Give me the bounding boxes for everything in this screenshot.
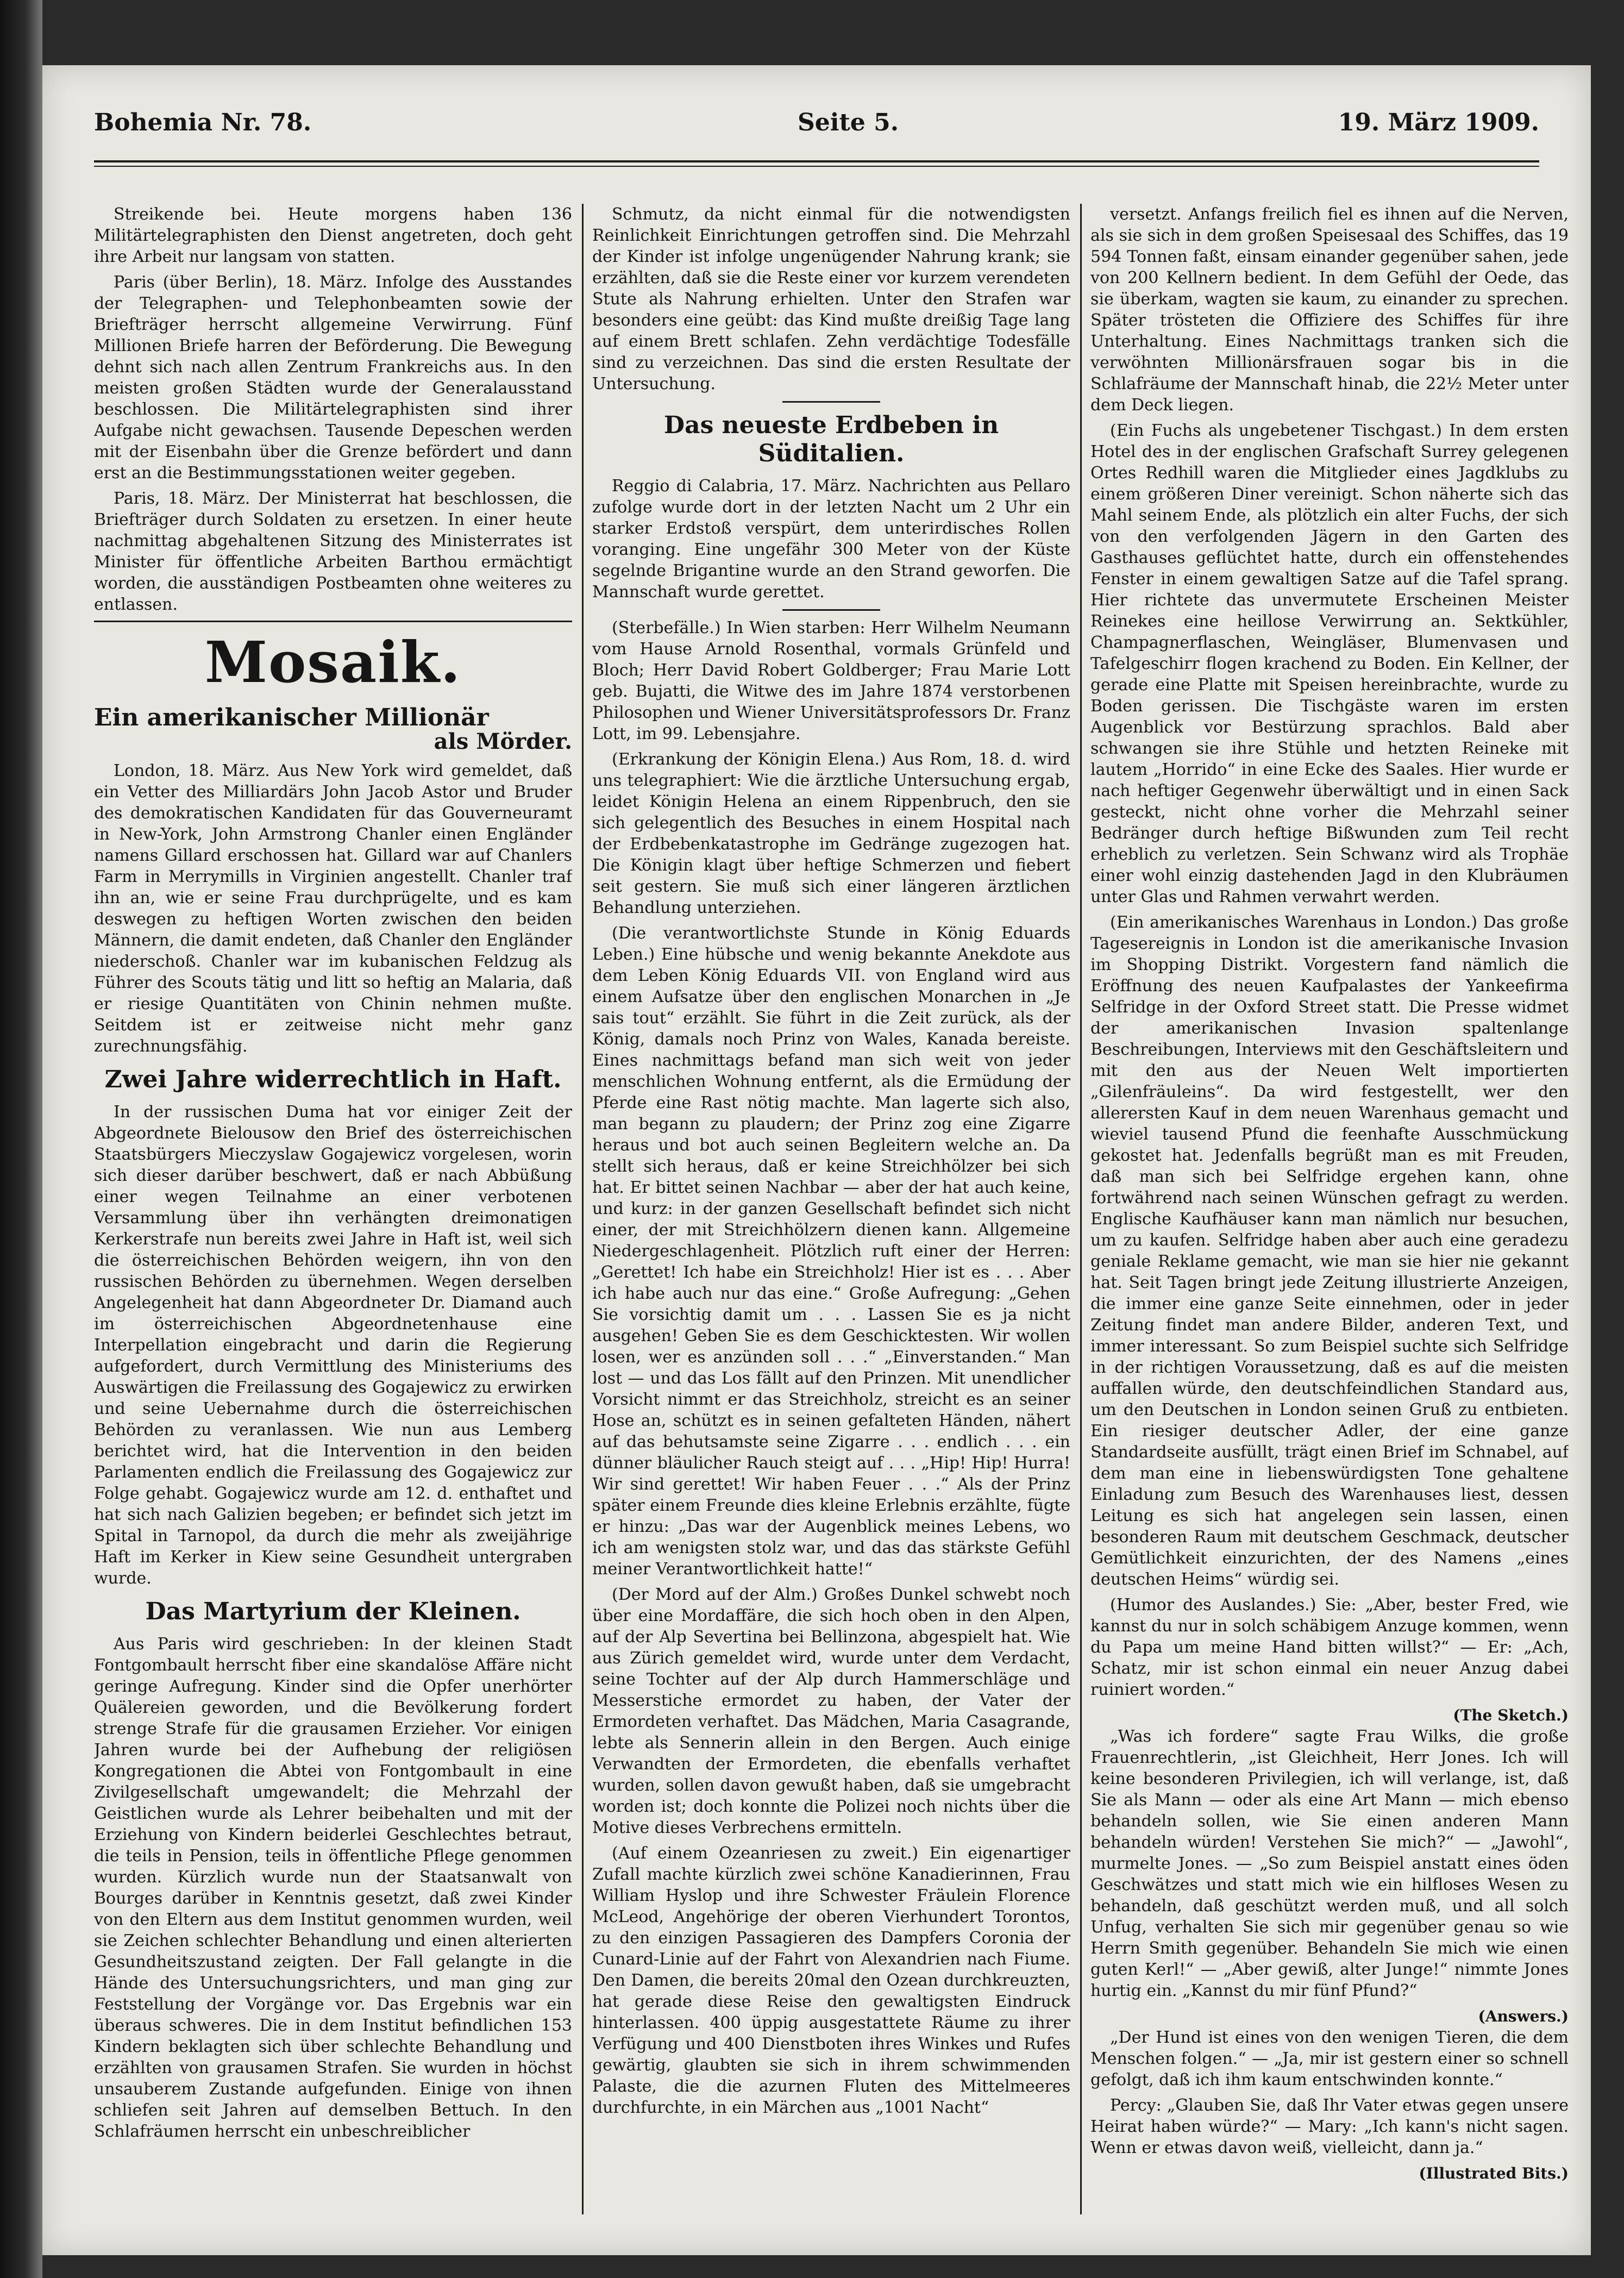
headline-millionaer-sub: als Mörder. bbox=[434, 729, 572, 754]
article-paragraph: „Was ich fordere“ sagte Frau Wilks, die große Frauenrechtlerin, „ist Gleichheit, Herr Jones. Ich will keine besonderen Privilegien, ich will verlange, ist, daß Sie als Mann — oder als eine Art Mann — mich ebenso behandeln sollen, wie Sie einen anderen Mann behandeln würden! Verstehen Sie mich?“ — „Jawohl“, murmelte Jones. — „So zum Beispiel anstatt eines öden Geschwätzes und statt mich wie ein hilfloses Wesen zu behandeln, daß geschützt werden muß, und all solch Unfug, verhalten Sie sich mir gegenüber genau so wie Herrn Smith gegenüber. Behandeln Sie mich wie einen guten Kerl!“ — „Aber gewiß, alter Junge!“ nimmte Jones hurtig ein. „Kannst du mir fünf Pfund?“ bbox=[1090, 1727, 1569, 2000]
article-paragraph: (Der Mord auf der Alm.) Großes Dunkel schwebt noch über eine Mordaffäre, die sich hoch oben in den Alpen, auf der Alp Severtina bei Bellinzona, abgespielt hat. Wie aus Zürich gemeldet wird, wurde unter dem Verdacht, seine Tochter auf der Alp durch Hammerschläge und Messerstiche ermordet zu haben, der Vater der Ermordeten verhaftet. Das Mädchen, Maria Casagrande, lebte als Sennerin allein in den Bergen. Auch einige Verwandten der Ermordeten, die ebenfalls verhaftet wurden, sollen davon gewußt haben, daß sie umgebracht worden ist; doch konnte die Polizei noch nichts über die Motive dieses Verbrechens ermitteln. bbox=[592, 1585, 1070, 1837]
header-rule-thin bbox=[94, 166, 1539, 167]
article-paragraph: In der russischen Duma hat vor einiger Zeit der Abgeordnete Bielousow den Brief des österreichischen Staatsbürgers Mieczyslaw Gogajewicz vorgelesen, worin sich dieser darüber beschwert, daß er nach Abbüßung einer wegen Teilnahme an einer verbotenen Versammlung über ihn verhängten dreimonatigen Kerkerstrafe nun bereits zwei Jahre in Haft ist, weil sich die österreichischen Behörden weigern, ihn von den russischen Behörden zu übernehmen. Wegen derselben Angelegenheit hat dann Abgeordneter Dr. Diamand auch im österreichischen Abgeordnetenhause eine Interpellation eingebracht und darin die Regierung aufgefordert, durch Vermittlung des Ministeriums des Auswärtigen die Freilassung des Gogajewicz zu erwirken und seine Uebernahme durch die österreichischen Behörden zu veranlassen. Wie nun aus Lemberg berichtet wird, hat die Intervention in den beiden Parlamenten endlich die Freilassung des Gogajewicz zur Folge gehabt. Gogajewicz wurde am 12. d. enthaftet und hat sich nach Galizien begeben; er befindet sich jetzt im Spital in Tarnopol, da durch die mehr als zweijährige Haft im Kerker in Kiew seine Gesundheit untergraben wurde. bbox=[94, 1103, 572, 1588]
section-title-mosaik: Mosaik. bbox=[204, 629, 462, 696]
headline-martyrium: Das Martyrium der Kleinen. bbox=[145, 1598, 521, 1625]
article-paragraph: (Ein Fuchs als ungebetener Tischgast.) In dem ersten Hotel des in der englischen Grafschaft Surrey gelegenen Ortes Redhill waren die Mitglieder eines Jagdklubs zu einem größeren Diner vereinigt. Schon näherte sich das Mahl seinem Ende, als plötzlich ein alter Fuchs, der sich von den verfolgenden Jägern in den Garten des Gasthauses geflüchtet hatte, durch ein offenstehendes Fenster in einem gewaltigen Satze auf die Tafel sprang. Hier richtete das unvermutete Erscheinen Meister Reinekes eine heillose Verwirrung an. Sektkühler, Champagnerflaschen, Weingläser, Blumenvasen und Tafelgeschirr flogen krachend zu Boden. Ein Kellner, der gerade eine Platte mit Speisen hereinbrachte, wurde zu Boden gerissen. Die Tischgäste waren im ersten Augenblick vor Bestürzung sprachlos. Bald aber schwangen sie ihre Stühle und hetzten Reineke mit lautem „Horrido“ in eine Ecke des Saales. Hier wurde er nach heftiger Gegenwehr überwältigt und in einen Sack gesteckt, nicht ohne vorher die Mehrzahl seiner Bedränger durch heftige Bißwunden zum Teil recht erheblich zu verletzen. Sein Schwanz wird als Trophäe einer wohl einzig dastehenden Jagd in den Klubräumen unter Glas und Rahmen verwahrt werden. bbox=[1090, 421, 1569, 906]
scan-left-edge bbox=[0, 0, 42, 2278]
article-paragraph: (Ein amerikanisches Warenhaus in London.) Das große Tagesereignis in London ist die amerikanische Invasion im Shopping Distrikt. Vorgestern fand nämlich die Eröffnung des neuen Kaufpalastes der Yankeefirma Selfridge in der Oxford Street statt. Die Presse widmet der amerikanischen Invasion spaltenlange Beschreibungen, Interviews mit den Geschäftsleitern und mit den aus der Neuen Welt importierten „Gilenfräuleins“. Da wird festgestellt, wer den allerersten Kauf in dem neuen Warenhaus gemacht und wieviel tausend Pfund die feenhafte Ausschmückung gekostet hat. Jedenfalls begrüßt man es mit Freuden, daß man sich bei Selfridge ergehen kann, ohne fortwährend nach seinen Wünschen gefragt zu werden. Englische Kaufhäuser kann man nämlich nur besuchen, um zu kaufen. Selfridge haben aber auch eine geradezu geniale Reklame gemacht, wie man sie hier nie gekannt hat. Seit Tagen bringt jede Zeitung illustrierte Anzeigen, die immer eine ganze Seite einnehmen, oder in jeder Zeitung findet man andere Bilder, anderen Text, und immer interessant. So zum Beispiel suchte sich Selfridge in der richtigen Voraussetzung, daß es auf die meisten auffallen würde, den deutschfeindlichen Standard aus, um den Deutschen in London seinen Gruß zu entbieten. Ein riesiger deutscher Adler, der eine ganze Standardseite ausfüllt, trägt einen Brief im Schnabel, auf dem man eine in liebenswürdigsten Tone gehaltene Einladung zum Besuch des Warenhauses liest, dessen Leitung es sich hat angelegen sein lassen, einen besonderen Raum mit deutschem Geschmack, deutscher Gemütlichkeit einzurichten, der des Namens „eines deutschen Heims“ würdig sei. bbox=[1090, 913, 1569, 1589]
article-paragraph: Aus Paris wird geschrieben: In der kleinen Stadt Fontgombault herrscht fiber eine skandalöse Affäre nicht geringe Aufregung. Kinder sind die Opfer unerhörter Quälereien geworden, und die Bevölkerung fordert strenge Strafe für die grausamen Erzieher. Vor einigen Jahren wurde bei der Aufhebung der religiösen Kongregationen die Abtei von Fontgombault in eine Zivilgesellschaft umgewandelt; die Mehrzahl der Geistlichen wurde als Lehrer beibehalten und mit der Erziehung von Kindern beiderlei Geschlechtes betraut, die teils in Pension, teils in öffentliche Pflege genommen wurden. Kürzlich wurde nun der Staatsanwalt von Bourges darüber in Kenntnis gesetzt, daß zwei Kinder von den Eltern aus dem Institut genommen wurden, weil sie Zeichen schlechter Behandlung und einen alterierten Gesundheitszustand zeigten. Der Fall gelangte in die Hände des Untersuchungsrichters, und man ging zur Feststellung der Vorgänge vor. Das Ergebnis war ein überaus schweres. Die in dem Institut befindlichen 153 Kindern beklagten sich über schlechte Behandlung und erzählten von grausamen Strafen. Sie wurden in höchst unsauberem Zustande aufgefunden. Einige von ihnen schliefen seit Jahren auf demselben Bettuch. In den Schlafräumen herrscht ein unbeschreiblicher bbox=[94, 1635, 572, 2141]
issue-date: 19. März 1909. bbox=[1338, 109, 1539, 136]
column-2 bbox=[592, 204, 1070, 2217]
column-rule-2 bbox=[1080, 204, 1082, 2214]
newspaper-page bbox=[42, 65, 1591, 2255]
headline-erdbeben: Das neueste Erdbeben in Süditalien. bbox=[663, 411, 999, 467]
article-paragraph: Schmutz, da nicht einmal für die notwendigsten Reinlichkeit Einrichtungen getroffen sind. Die Mehrzahl der Kinder ist infolge ungenügender Nahrung krank; sie erzählten, daß sie die Reste einer vor kurzem verendeten Stute als Nahrung erhielten. Unter den Strafen war besonders eine geübt: das Kind mußte dreißig Tage lang auf einem Brett schlafen. Zehn verdächtige Todesfälle sind zu verzeichnen. Das sind die ersten Resultate der Untersuchung. bbox=[592, 205, 1070, 393]
section-divider bbox=[782, 401, 880, 403]
article-paragraph: Streikende bei. Heute morgens haben 136 Militärtelegraphisten den Dienst angetreten, doch geht ihre Arbeit nur langsam von statten. bbox=[94, 205, 572, 266]
source-credit: (Illustrated Bits.) bbox=[1419, 2164, 1569, 2182]
article-paragraph: (Auf einem Ozeanriesen zu zweit.) Ein eigenartiger Zufall machte kürzlich zwei schöne Kanadierinnen, Frau William Hyslop und ihre Schwester Fräulein Florence McLeod, Angehörige der oberen Vierhundert Torontos, zu den einzigen Passagieren des Dampfers Coronia der Cunard-Linie auf der Fahrt von Alexandrien nach Fiume. Den Damen, die bereits 20mal den Ozean durchkreuzten, hat gerade diese Reise den gewaltigsten Eindruck hinterlassen. 400 üppig ausgestattete Räume zu ihrer Verfügung und 400 Dienstboten ihres Winkes und Rufes gewärtig, glaubten sie sich in ihrem schwimmenden Palaste, die die azurnen Fluten des Mittelmeeres durchfurchte, in ein Märchen aus „1001 Nacht“ bbox=[592, 1844, 1070, 2117]
article-paragraph: Reggio di Calabria, 17. März. Nachrichten aus Pellaro zufolge wurde dort in der letzten Nacht um 2 Uhr ein starker Erdstoß verspürt, dem unterirdisches Rollen voranging. Eine ungefähr 300 Meter von der Küste segelnde Brigantine wurde an den Strand geworfen. Die Mannschaft wurde gerettet. bbox=[592, 477, 1070, 602]
article-paragraph: Paris (über Berlin), 18. März. Infolge des Ausstandes der Telegraphen- und Telephonbeamten sowie der Briefträger herrscht allgemeine Verwirrung. Fünf Millionen Briefe harren der Beförderung. Die Bewegung dehnt sich nach allen Zentrum Frankreichs aus. In den meisten großen Städten wurde der Generalausstand beschlossen. Die Militärtelegraphisten sind ihrer Aufgabe nicht gewachsen. Tausende Depeschen werden mit der Eisenbahn über die Grenze befördert und dann erst an die Bestimmungsstationen weiter gegeben. bbox=[94, 273, 572, 483]
headline-haft: Zwei Jahre widerrechtlich in Haft. bbox=[104, 1066, 562, 1093]
article-paragraph: London, 18. März. Aus New York wird gemeldet, daß ein Vetter des Milliardärs John Jacob Astor und Bruder des demokratischen Kandidaten für das Gouverneuramt in New-York, John Armstrong Chanler einen Engländer namens Gillard erschossen hat. Gillard war auf Chanlers Farm in Merrymills in Virginien angestellt. Chanler traf ihn an, wie er seine Frau durchprügelte, und es kam deswegen zu heftigen Worten zwischen den beiden Männern, die damit endeten, daß Chanler den Engländer niederschoß. Chanler war im kubanischen Feldzug als Führer des Scouts tätig und litt so heftig an Malaria, daß er riesige Quantitäten von Chinin nehmen mußte. Seitdem ist er zeitweise nicht mehr ganz zurechnungsfähig. bbox=[94, 761, 572, 1056]
article-paragraph: Paris, 18. März. Der Ministerrat hat beschlossen, die Briefträger durch Soldaten zu ersetzen. In einer heute nachmittag abgehaltenen Sitzung des Ministerrates ist Minister für öffentliche Arbeiten Barthou ermächtigt worden, die ausständigen Postbeamten ohne weiteres zu entlassen. bbox=[94, 489, 572, 614]
source-credit: (Answers.) bbox=[1478, 2007, 1569, 2025]
article-paragraph: (Humor des Auslandes.) Sie: „Aber, bester Fred, wie kannst du nur in solch schäbigem Anzuge kommen, wenn du Papa um meine Hand bitten willst?“ — Er: „Ach, Schatz, mir ist schon einmal ein neuer Anzug dabei ruiniert worden.“ bbox=[1090, 1595, 1569, 1699]
column-1 bbox=[94, 204, 572, 2217]
page-number: Seite 5. bbox=[798, 109, 899, 136]
article-paragraph: „Der Hund ist eines von den wenigen Tieren, die dem Menschen folgen.“ — „Ja, mir ist gestern einer so schnell gefolgt, daß ich ihm kaum entschwinden konnte.“ bbox=[1090, 2028, 1569, 2089]
headline-millionaer: Ein amerikanischer Millionär bbox=[94, 704, 489, 731]
article-paragraph: Percy: „Glauben Sie, daß Ihr Vater etwas gegen unsere Heirat haben würde?“ — Mary: „Ich kann's nicht sagen. Wenn er etwas davon weiß, vielleicht, dann ja.“ bbox=[1090, 2096, 1569, 2157]
header-rule bbox=[94, 160, 1539, 162]
article-paragraph: (Sterbefälle.) In Wien starben: Herr Wilhelm Neumann vom Hause Arnold Rosenthal, vormals Grünfeld und Bloch; Herr David Robert Goldberger; Frau Marie Lott geb. Bujatti, die Witwe des im Jahre 1874 verstorbenen Philosophen und Wiener Universitätsprofessors Dr. Franz Lott, im 99. Lebensjahre. bbox=[592, 618, 1070, 743]
section-divider bbox=[94, 621, 572, 622]
column-rule-1 bbox=[582, 204, 584, 2214]
masthead bbox=[94, 103, 1539, 152]
article-paragraph: versetzt. Anfangs freilich fiel es ihnen auf die Nerven, als sie sich in dem großen Speisesaal des Schiffes, das 19 594 Tonnen faßt, einsam einander gegenüber sahen, jede von 200 Kellnern bedient. In dem Gefühl der Oede, das sie überkam, wagten sie kaum, zu einander zu sprechen. Später trösteten die Offiziere des Schiffes für ihre Unterhaltung. Eines Nachmittags tranken sich die verwöhnten Millionärsfrauen sogar bis in die Schlafräume der Mannschaft hinab, die 22½ Meter unter dem Deck liegen. bbox=[1090, 205, 1569, 415]
source-credit: (The Sketch.) bbox=[1453, 1706, 1569, 1724]
article-paragraph: (Die verantwortlichste Stunde in König Eduards Leben.) Eine hübsche und wenig bekannte Anekdote aus dem Leben König Eduards VII. von England wird aus einem Aufsatze über den englischen Monarchen in „Je sais tout“ erzählt. Sie führt in die Zeit zurück, als der König, damals noch Prinz von Wales, Kanada bereiste. Eines nachmittags befand man sich weit von jeder menschlichen Wohnung entfernt, als die Ermüdung der Pferde eine Rast nötig machte. Man lagerte sich also, man begann zu plaudern; der Prinz zog eine Zigarre heraus und bot auch seinen Begleitern welche an. Da stellt sich heraus, daß er keine Streichhölzer bei sich hat. Er bittet seinen Nachbar — aber der hat auch keine, und kurz: in der ganzen Gesellschaft befindet sich nicht einer, der mit Streichhölzern dienen kann. Allgemeine Niedergeschlagenheit. Plötzlich ruft einer der Herren: „Gerettet! Ich habe ein Streichholz! Hier ist es . . . Aber ich habe auch nur das eine.“ Große Aufregung: „Gehen Sie vorsichtig damit um . . . Lassen Sie es ja nicht ausgehen! Geben Sie es dem Geschicktesten. Wir wollen losen, wer es anzünden soll . . .“ „Einverstanden.“ Man lost — und das Los fällt auf den Prinzen. Mit unendlicher Vorsicht nimmt er das Streichholz, streicht es an seiner Hose an, schützt es in seinen gefalteten Händen, nähert auf das behutsamste seine Zigarre . . . endlich . . . ein dünner bläulicher Rauch steigt auf . . . „Hip! Hip! Hurra! Wir sind gerettet! Wir haben Feuer . . .“ Als der Prinz später einem Freunde dies kleine Erlebnis erzählte, fügte er hinzu: „Das war der Augenblick meines Lebens, wo ich am wenigsten stolz war, und das das stärkste Gefühl meiner Verantwortlichkeit hatte!“ bbox=[592, 924, 1070, 1579]
section-divider bbox=[782, 609, 880, 611]
publication-name: Bohemia Nr. 78. bbox=[94, 109, 312, 136]
article-paragraph: (Erkrankung der Königin Elena.) Aus Rom, 18. d. wird uns telegraphiert: Wie die ärztliche Untersuchung ergab, leidet Königin Helena an einem Rippenbruch, den sie sich gelegentlich des Besuches in einem Hospital nach der Erdbebenkatastrophe im Gedränge zugezogen hat. Die Königin klagt über heftige Schmerzen und fiebert seit gestern. Sie muß sich einer längeren ärztlichen Behandlung unterziehen. bbox=[592, 750, 1070, 917]
column-3 bbox=[1090, 204, 1569, 2217]
